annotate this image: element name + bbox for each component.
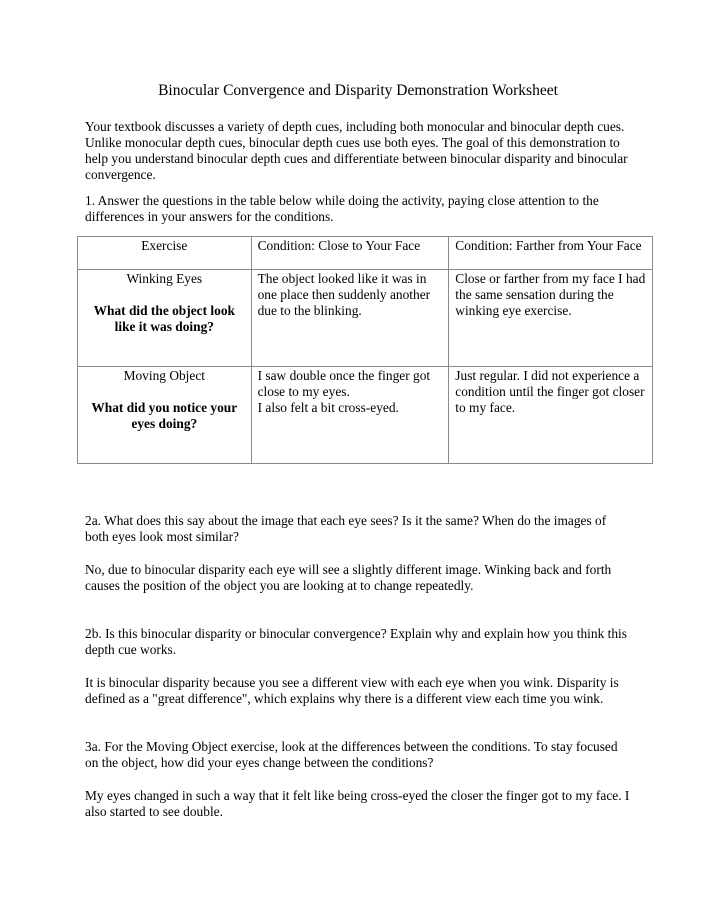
exercise-question: What did the object look like it was doing?	[93, 303, 235, 334]
question-3a: 3a. For the Moving Object exercise, look at the differences between the conditions. To stay focused on the object, how did your eyes change between the conditions?	[85, 739, 618, 770]
exercise-cell	[78, 270, 252, 367]
responses-table	[77, 236, 653, 464]
answer-far: Close or farther from my face I had the same sensation during the winking eye exercise.	[449, 270, 653, 367]
table-row	[78, 367, 653, 464]
answer-close-line1: I saw double once the finger got close to my eyes.	[257, 368, 431, 399]
question-1: 1. Answer the questions in the table below while doing the activity, paying close attention to the differences in your answers for the conditions.	[85, 193, 599, 224]
header-close: Condition: Close to Your Face	[251, 237, 449, 270]
page-title: Binocular Convergence and Disparity Demonstration Worksheet	[158, 82, 558, 99]
answer-close	[251, 367, 449, 464]
exercise-name: Moving Object	[123, 368, 206, 383]
table-header-row	[78, 237, 653, 270]
answer-2b: It is binocular disparity because you see a different view with each eye when you wink. Disparity is defined as a "great difference", which explains why there is a different view each time you wink.	[85, 675, 619, 706]
question-2a: 2a. What does this say about the image that each eye sees? Is it the same? When do the images of both eyes look most similar?	[85, 513, 607, 544]
answer-close-line2: I also felt a bit cross-eyed.	[257, 400, 399, 415]
table-row	[78, 270, 653, 367]
answer-3a: My eyes changed in such a way that it felt like being cross-eyed the closer the finger got to my face. I also started to see double.	[85, 788, 630, 819]
question-2b: 2b. Is this binocular disparity or binocular convergence? Explain why and explain how you think this depth cue works.	[85, 626, 627, 657]
header-far: Condition: Farther from Your Face	[449, 237, 653, 270]
exercise-name: Winking Eyes	[126, 271, 203, 286]
exercise-cell	[78, 367, 252, 464]
answer-far: Just regular. I did not experience a condition until the finger got closer to my face.	[449, 367, 653, 464]
header-exercise: Exercise	[78, 237, 252, 270]
answer-2a: No, due to binocular disparity each eye will see a slightly different image. Winking back and forth causes the position of the object you are looking at to change repeatedly.	[85, 562, 612, 593]
intro-paragraph: Your textbook discusses a variety of depth cues, including both monocular and binocular depth cues. Unlike monocular depth cues, binocular depth cues use both eyes. The goal of this demonstration to help you understand binocular depth cues and differentiate between binocular disparity and binocular convergence.	[85, 119, 628, 182]
exercise-question: What did you notice your eyes doing?	[91, 400, 238, 431]
answer-close: The object looked like it was in one place then suddenly another due to the blinking.	[251, 270, 449, 367]
